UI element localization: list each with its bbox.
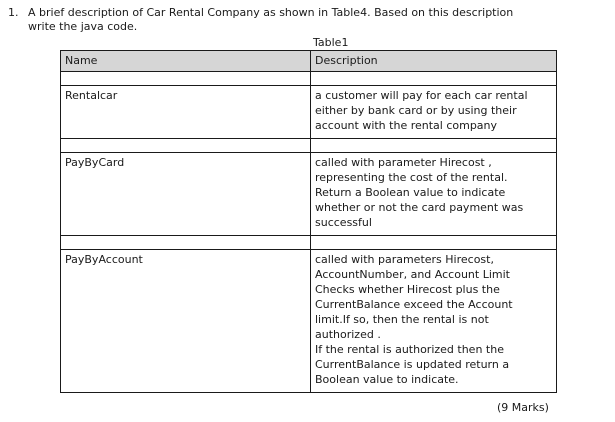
- description-line: AccountNumber, and Account Limit: [315, 268, 510, 281]
- table-row: [61, 250, 557, 393]
- description-line: either by bank card or by using their: [315, 104, 517, 117]
- question-line-1: [8, 6, 598, 20]
- description-line: representing the cost of the rental.: [315, 171, 508, 184]
- cell-name: PayByCard: [61, 153, 311, 236]
- description-line: Boolean value to indicate.: [315, 373, 459, 386]
- description-line: called with parameter Hirecost ,: [315, 156, 492, 169]
- description-line: a customer will pay for each car rental: [315, 89, 528, 102]
- description-line: successful: [315, 216, 372, 229]
- table-caption: Table1: [313, 36, 349, 49]
- table-row: [61, 86, 557, 139]
- description-line: CurrentBalance is updated return a: [315, 358, 510, 371]
- table-row: [61, 153, 557, 236]
- cell-description: [311, 250, 557, 393]
- table-spacer-row: [61, 139, 557, 153]
- question-text-line-1: A brief description of Car Rental Company as shown in Table4. Based on this description: [28, 6, 514, 19]
- cell-name: Rentalcar: [61, 86, 311, 139]
- header-name: Name: [61, 51, 311, 72]
- description-line: limit.If so, then the rental is not: [315, 313, 489, 326]
- description-line: Return a Boolean value to indicate: [315, 186, 506, 199]
- table-spacer-row: [61, 236, 557, 250]
- description-line: whether or not the card payment was: [315, 201, 524, 214]
- header-description: Description: [311, 51, 557, 72]
- description-line: If the rental is authorized then the: [315, 343, 504, 356]
- description-line: authorized .: [315, 328, 381, 341]
- description-line: account with the rental company: [315, 119, 498, 132]
- description-line: CurrentBalance exceed the Account: [315, 298, 513, 311]
- marks-label: (9 Marks): [497, 401, 549, 414]
- question: [8, 6, 598, 34]
- question-text-line-2: write the java code.: [28, 20, 138, 33]
- description-table: [60, 50, 557, 393]
- cell-description: [311, 153, 557, 236]
- cell-name: PayByAccount: [61, 250, 311, 393]
- description-line: Checks whether Hirecost plus the: [315, 283, 500, 296]
- question-number: 1.: [8, 6, 19, 19]
- cell-description: [311, 86, 557, 139]
- table-header-row: [61, 51, 557, 72]
- description-line: called with parameters Hirecost,: [315, 253, 494, 266]
- table-spacer-row: [61, 72, 557, 86]
